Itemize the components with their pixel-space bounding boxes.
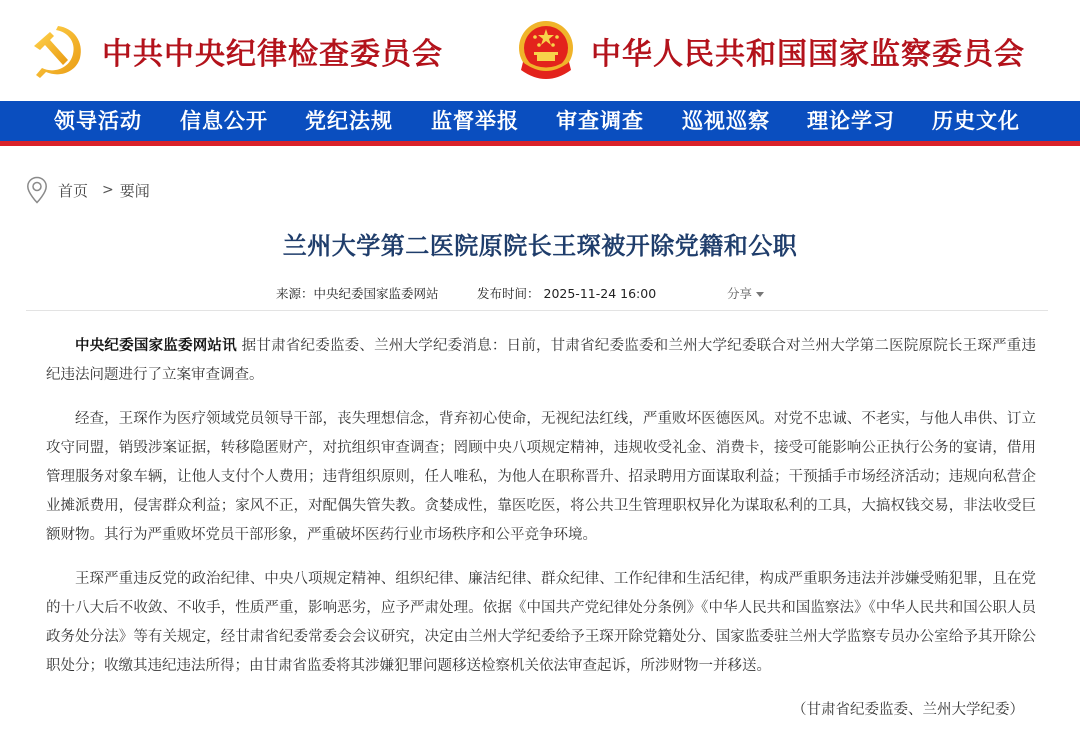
nav-item-inspection[interactable]: 巡视巡察 [682, 108, 770, 133]
source-value: 中央纪委国家监委网站 [313, 286, 439, 301]
time-label: 发布时间： [477, 286, 540, 301]
breadcrumb-home[interactable]: 首页 [58, 181, 89, 200]
location-pin-icon [26, 176, 48, 204]
ccdi-title: 中共中央纪律检查委员会 [102, 36, 443, 72]
breadcrumb-separator: > [102, 182, 114, 198]
nav-item-leadership[interactable]: 领导活动 [54, 108, 142, 133]
nsc-brand[interactable] [515, 0, 1025, 101]
nsc-title: 中华人民共和国国家监察委员会 [591, 36, 1025, 72]
breadcrumb [26, 175, 150, 205]
chevron-down-icon [756, 292, 764, 297]
nav-item-info-disclosure[interactable]: 信息公开 [180, 108, 268, 133]
national-emblem-icon [515, 18, 577, 84]
breadcrumb-current[interactable]: 要闻 [119, 181, 150, 200]
article-title: 兰州大学第二医院原院长王琛被开除党籍和公职 [282, 232, 798, 260]
party-emblem-icon [28, 20, 90, 82]
share-button[interactable] [727, 284, 764, 302]
nav-item-theory[interactable]: 理论学习 [807, 108, 895, 133]
main-nav [0, 101, 1080, 146]
paragraph-1-text: 据甘肃省纪委监委、兰州大学纪委消息：日前，甘肃省纪委监委和兰州大学纪委联合对兰州大学第二医院原院长王琛严重违纪违法问题进行了立案审查调查。 [46, 338, 1037, 383]
nav-item-regulations[interactable]: 党纪法规 [305, 108, 393, 133]
divider [26, 310, 1048, 311]
nav-item-history[interactable]: 历史文化 [932, 108, 1020, 133]
nav-item-report[interactable]: 监督举报 [431, 108, 519, 133]
lead-bold: 中央纪委国家监委网站讯 [75, 338, 237, 354]
article-meta [0, 284, 1080, 302]
share-label: 分享 [727, 286, 753, 301]
article-signature: （甘肃省纪委监委、兰州大学纪委） [792, 702, 1024, 718]
paragraph-2: 经查，王琛作为医疗领域党员领导干部，丧失理想信念，背弃初心使命，无视纪法红线，严重败坏医德医风。对党不忠诚、不老实，与他人串供、订立攻守同盟，销毁涉案证据，转移隐匿财产，对抗组织审查调查；罔顾中央八项规定精神，违规收受礼金、消费卡，接受可能影响公正执行公务的宴请，借用管理服务对象车辆，让他人支付个人费用；违背组织原则，任人唯私，为他人在职称晋升、招录聘用方面谋取利益；干预插手市场经济活动；违规向私营企业摊派费用，侵害群众利益；家风不正，对配偶失管失教。贪婪成性，靠医吃医，将公共卫生管理职权异化为谋取私利的工具，大搞权钱交易，非法收受巨额财物。其行为严重败坏党员干部形象，严重破坏医药行业市场秩序和公平竞争环境。 [46, 411, 1036, 543]
site-header [0, 0, 1080, 101]
paragraph-3: 王琛严重违反党的政治纪律、中央八项规定精神、组织纪律、廉洁纪律、群众纪律、工作纪律和生活纪律，构成严重职务违法并涉嫌受贿犯罪，且在党的十八大后不收敛、不收手，性质严重，影响恶劣，应予严肃处理。依据《中国共产党纪律处分条例》《中华人民共和国监察法》《中华人民共和国公职人员政务处分法》等有关规定，经甘肃省纪委常委会会议研究，决定由兰州大学纪委给予王琛开除党籍处分、国家监委驻兰州大学监察专员办公室给予其开除公职处分；收缴其违纪违法所得；由甘肃省监委将其涉嫌犯罪问题移送检察机关依法审查起诉，所涉财物一并移送。 [46, 571, 1036, 674]
article-body [46, 332, 1036, 740]
paragraph-1 [46, 332, 1036, 390]
source-label: 来源： [276, 286, 314, 301]
time-value: 2025-11-24 16:00 [543, 286, 657, 301]
ccdi-brand[interactable] [28, 0, 443, 101]
article-source [276, 284, 439, 302]
nav-item-investigation[interactable]: 审查调查 [556, 108, 644, 133]
article-publish-time [477, 284, 656, 302]
